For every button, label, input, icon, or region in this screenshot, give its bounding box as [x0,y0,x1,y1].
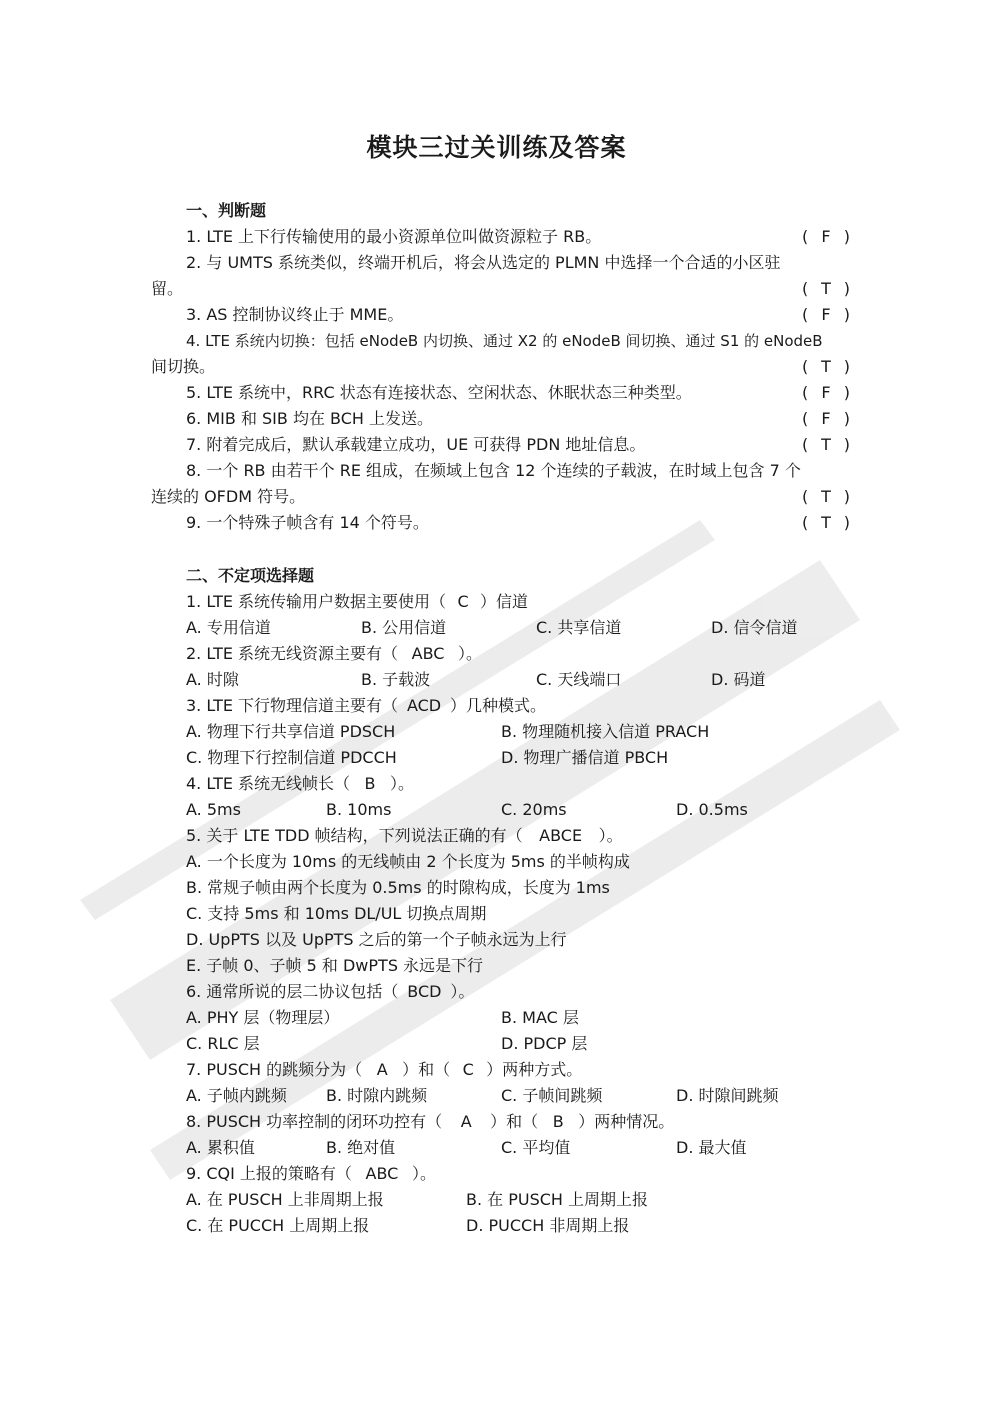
choice-option: A. 时隙 [186,670,239,689]
judgement-question-2-line1: 2. 与 UMTS 系统类似，终端开机后，将会从选定的 PLMN 中选择一个合适的小区驻 [186,253,781,272]
choice-option: D. 0.5ms [676,800,748,819]
choice-answer-3: ACD [406,696,442,715]
choice-option: A. 累积值 [186,1138,255,1157]
choice-option: B. MAC 层 [501,1008,579,1027]
choice-option: D. 码道 [711,670,766,689]
choice-option: B. 绝对值 [326,1138,396,1157]
judgement-question-9: 9. 一个特殊子帧含有 14 个符号。 [186,513,429,532]
judgement-answer-9: ( T ) [802,513,850,532]
choice-option: B. 常规子帧由两个长度为 0.5ms 的时隙构成，长度为 1ms [186,878,610,897]
choice-answer-1: C [457,592,469,611]
choice-question-6: 6. 通常所说的层二协议包括（ BCD ）。 [186,982,475,1001]
judgement-question-6: 6. MIB 和 SIB 均在 BCH 上发送。 [186,409,434,428]
judgement-question-2-line2: 留。 [151,279,184,298]
choice-option: D. 最大值 [676,1138,747,1157]
judgement-question-8-line1: 8. 一个 RB 由若干个 RE 组成，在频域上包含 12 个连续的子载波，在时域上包含 7 个 [186,461,801,480]
choice-option: A. PHY 层（物理层） [186,1008,340,1027]
choice-answer-9: ABC [365,1164,399,1183]
choice-answer-7b: C [462,1060,474,1079]
choice-option: A. 在 PUSCH 上非周期上报 [186,1190,384,1209]
choice-question-3: 3. LTE 下行物理信道主要有（ ACD ）几种模式。 [186,696,547,715]
judgement-question-3: 3. AS 控制协议终止于 MME。 [186,305,404,324]
choice-option: A. 子帧内跳频 [186,1086,287,1105]
choice-answer-8b: B [552,1112,564,1131]
choice-option: C. 共享信道 [536,618,622,637]
judgement-answer-1: ( F ) [802,227,850,246]
judgement-question-8-line2: 连续的 OFDM 符号。 [151,487,306,506]
choice-option: B. 在 PUSCH 上周期上报 [466,1190,649,1209]
choice-option: B. 10ms [326,800,392,819]
choice-option: C. 子帧间跳频 [501,1086,603,1105]
choice-question-2: 2. LTE 系统无线资源主要有（ ABC ）。 [186,644,483,663]
choice-question-7: 7. PUSCH 的跳频分为（ A ）和（ C ）两种方式。 [186,1060,583,1079]
choice-option: D. 信令信道 [711,618,798,637]
judgement-answer-5: ( F ) [802,383,850,402]
judgement-question-1: 1. LTE 上下行传输使用的最小资源单位叫做资源粒子 RB。 [186,227,602,246]
judgement-question-4-line1: 4. LTE 系统内切换：包括 eNodeB 内切换、通过 X2 的 eNodeB 间切换、通过 S1 的 eNodeB [186,332,823,350]
judgement-answer-2: ( T ) [802,279,850,298]
choice-option: D. 时隙间跳频 [676,1086,779,1105]
choice-option: A. 专用信道 [186,618,271,637]
choice-answer-8a: A [460,1112,472,1131]
choice-option: A. 一个长度为 10ms 的无线帧由 2 个长度为 5ms 的半帧构成 [186,852,630,871]
judgement-answer-7: ( T ) [802,435,850,454]
choice-option: E. 子帧 0、子帧 5 和 DwPTS 永远是下行 [186,956,484,975]
choice-answer-2: ABC [411,644,445,663]
choice-option: D. PUCCH 非周期上报 [466,1216,630,1235]
choice-option: B. 物理随机接入信道 PRACH [501,722,710,741]
choice-option: B. 子载波 [361,670,431,689]
choice-answer-4: B [364,774,376,793]
choice-option: C. 20ms [501,800,567,819]
section-heading-choice: 二、不定项选择题 [186,566,315,585]
choice-option: C. RLC 层 [186,1034,260,1053]
judgement-question-7: 7. 附着完成后，默认承载建立成功，UE 可获得 PDN 地址信息。 [186,435,646,454]
choice-option: B. 公用信道 [361,618,447,637]
choice-question-5: 5. 关于 LTE TDD 帧结构，下列说法正确的有（ ABCE ）。 [186,826,623,845]
choice-answer-5: ABCE [539,826,583,845]
choice-question-9: 9. CQI 上报的策略有（ ABC ）。 [186,1164,436,1183]
choice-option: B. 时隙内跳频 [326,1086,428,1105]
choice-option: C. 物理下行控制信道 PDCCH [186,748,397,767]
judgement-answer-6: ( F ) [802,409,850,428]
choice-option: C. 支持 5ms 和 10ms DL/UL 切换点周期 [186,904,487,923]
page-title: 模块三过关训练及答案 [366,133,627,162]
choice-option: D. 物理广播信道 PBCH [501,748,669,767]
choice-question-1: 1. LTE 系统传输用户数据主要使用（ C ）信道 [186,592,529,611]
choice-question-8: 8. PUSCH 功率控制的闭环功控有（ A ）和（ B ）两种情况。 [186,1112,675,1131]
judgement-answer-3: ( F ) [802,305,850,324]
choice-question-4: 4. LTE 系统无线帧长（ B ）。 [186,774,415,793]
choice-option: D. PDCP 层 [501,1034,588,1053]
choice-option: A. 5ms [186,800,241,819]
judgement-question-5: 5. LTE 系统中，RRC 状态有连接状态、空闲状态、休眠状态三种类型。 [186,383,692,402]
choice-option: C. 平均值 [501,1138,571,1157]
choice-option: C. 在 PUCCH 上周期上报 [186,1216,370,1235]
choice-answer-7a: A [376,1060,388,1079]
choice-option: D. UpPTS 以及 UpPTS 之后的第一个子帧永远为上行 [186,930,567,949]
choice-answer-6: BCD [407,982,442,1001]
judgement-question-4-line2: 间切换。 [151,357,216,376]
choice-option: A. 物理下行共享信道 PDSCH [186,722,396,741]
judgement-answer-8: ( T ) [802,487,850,506]
choice-option: C. 天线端口 [536,670,622,689]
section-heading-judgement: 一、判断题 [186,201,267,220]
judgement-answer-4: ( T ) [802,357,850,376]
